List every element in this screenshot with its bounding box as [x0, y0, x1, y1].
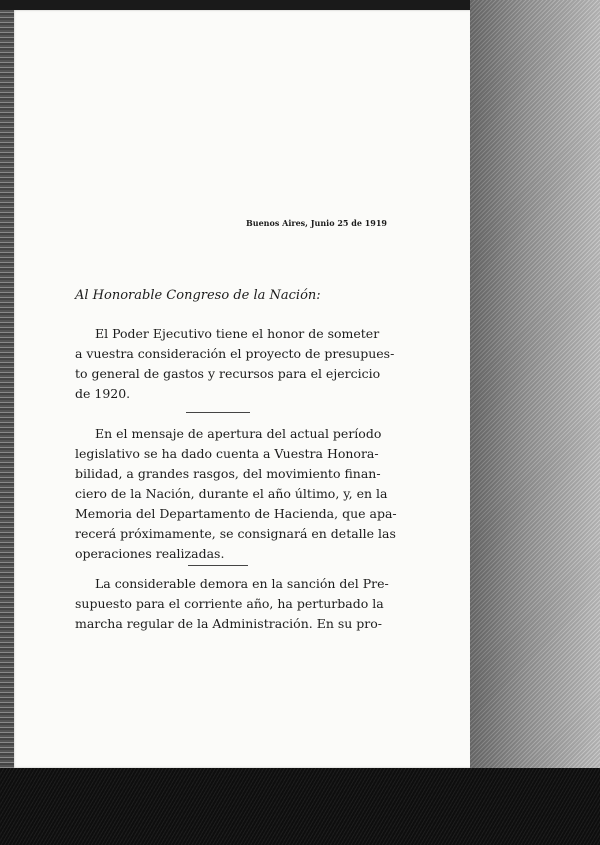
- paragraph-line: de 1920.: [75, 386, 131, 401]
- section-divider: [188, 565, 248, 566]
- section-divider: [186, 412, 250, 413]
- scan-bottom-edge: [0, 768, 600, 845]
- paragraph-3: [75, 574, 389, 634]
- paragraph-line: supuesto para el corriente año, ha perturbado la: [75, 596, 384, 611]
- paragraph-line: legislativo se ha dado cuenta a Vuestra Honora-: [75, 446, 379, 461]
- scan-top-edge: [0, 0, 470, 10]
- salutation: Al Honorable Congreso de la Nación:: [75, 288, 321, 303]
- paragraph-line: recerá próximamente, se consignará en detalle las: [75, 526, 396, 541]
- paragraph-line: La considerable demora en la sanción del Pre-: [95, 576, 389, 591]
- scan-right-edge: [470, 0, 600, 845]
- paragraph-line: En el mensaje de apertura del actual período: [95, 426, 382, 441]
- paragraph-1: [75, 324, 395, 404]
- paragraph-line: bilidad, a grandes rasgos, del movimiento finan-: [75, 466, 381, 481]
- paragraph-line: Memoria del Departamento de Hacienda, que apa-: [75, 506, 397, 521]
- paragraph-2: [75, 424, 397, 564]
- page-binding-edge: [0, 10, 14, 768]
- paragraph-line: marcha regular de la Administración. En su pro-: [75, 616, 383, 631]
- paragraph-line: ciero de la Nación, durante el año último, y, en la: [75, 486, 388, 501]
- dateline: Buenos Aires, Junio 25 de 1919: [246, 218, 387, 228]
- paragraph-line: a vuestra consideración el proyecto de presupues-: [75, 346, 395, 361]
- paragraph-line: to general de gastos y recursos para el ejercicio: [75, 366, 381, 381]
- paragraph-line: operaciones realizadas.: [75, 546, 225, 561]
- paragraph-line: El Poder Ejecutivo tiene el honor de someter: [95, 326, 380, 341]
